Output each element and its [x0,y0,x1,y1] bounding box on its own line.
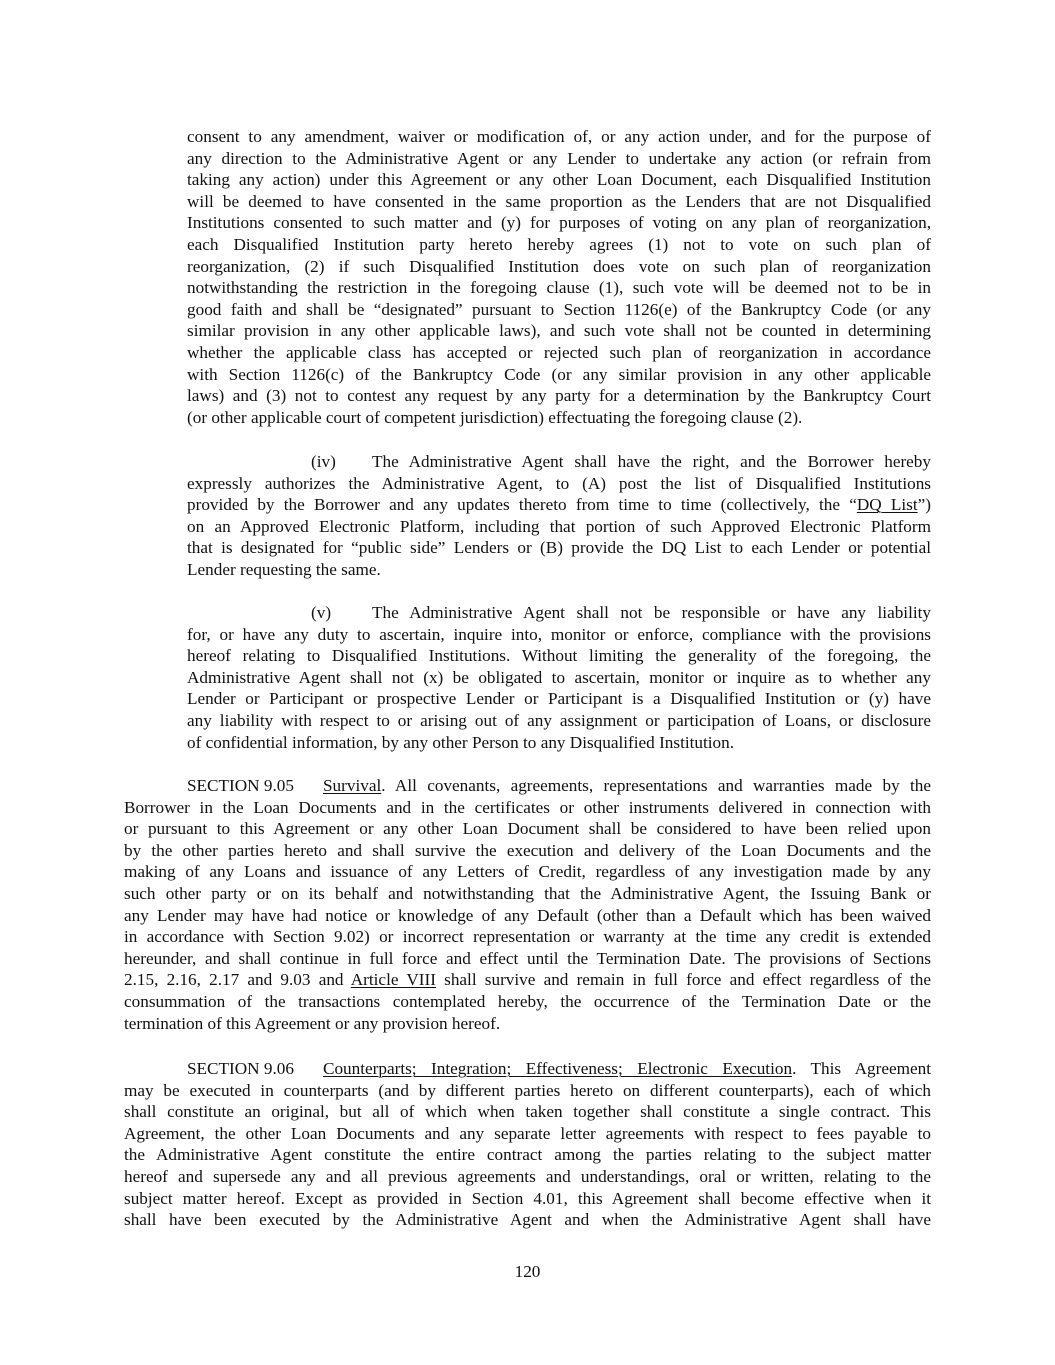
text-line: Lender requesting the same. [187,559,381,579]
text-line: any Lender may have had notice or knowledge of any Default (other than a Default which has been waived [124,905,931,925]
text-line: each Disqualified Institution party hereto hereby agrees (1) not to vote on such plan of [187,234,931,254]
text-fragment: . All covenants, agreements, representations and warranties made by the [381,776,931,795]
text-line: reorganization, (2) if such Disqualified Institution does vote on such plan of reorganization [187,256,931,276]
text-line: consummation of the transactions contemplated hereby, the occurrence of the Termination Date or the [124,991,931,1011]
text-line: Institutions consented to such matter and (y) for purposes of voting on any plan of reorganization, [187,213,931,233]
clause-marker: (v) [311,603,332,622]
clause-v-first-line [187,602,931,624]
section-9-06-first-line [124,1058,931,1080]
text-fragment: provided by the Borrower and any updates thereto from time to time (collectively, the “ [187,495,857,515]
section-heading: Counterparts; Integration; Effectiveness; Electronic Execution [323,1059,793,1078]
text-line: with Section 1126(c) of the Bankruptcy Code (or any similar provision in any other applicable [187,364,931,384]
text-line: The Administrative Agent shall have the right, and the Borrower hereby [372,452,931,471]
text-line: hereunder, and shall continue in full force and effect until the Termination Date. The provisions of Sections [124,948,931,968]
text-line: whether the applicable class has accepted or rejected such plan of reorganization in accordance [187,342,931,362]
section-heading: Survival [323,776,382,795]
text-fragment: ”) [917,495,931,515]
clause-iv [187,451,931,581]
text-line: Borrower in the Loan Documents and in the certificates or other instruments delivered in connection with [124,797,931,817]
paragraph-disqualified-voting [187,126,931,428]
text-line: shall have been executed by the Administrative Agent and when the Administrative Agent shall have [124,1210,931,1230]
text-line: or pursuant to this Agreement or any other Loan Document shall be considered to have been relied upon [124,819,931,839]
text-line: that is designated for “public side” Lenders or (B) provide the DQ List to each Lender or potential [187,538,931,558]
text-line: for, or have any duty to ascertain, inquire into, monitor or enforce, compliance with the provisions [187,624,931,644]
text-line: expressly authorizes the Administrative Agent, to (A) post the list of Disqualified Institutions [187,473,931,493]
text-line: hereof relating to Disqualified Institutions. Without limiting the generality of the foregoing, the [187,646,931,666]
text-line: subject matter hereof. Except as provided in Section 4.01, this Agreement shall become effective when it [124,1188,931,1208]
section-9-05 [124,775,931,1034]
text-line: Agreement, the other Loan Documents and any separate letter agreements with respect to fees payable to [124,1123,931,1143]
text-line [323,775,931,797]
text-line: making of any Loans and issuance of any Letters of Credit, regardless of any investigation made by any [124,862,931,882]
clause-marker: (iv) [311,452,336,471]
section-9-05-first-line [124,775,931,797]
text-line [124,969,931,991]
text-line: such other party or on its behalf and notwithstanding that the Administrative Agent, the Issuing Bank or [124,883,931,903]
text-line: consent to any amendment, waiver or modification of, or any action under, and for the purpose of [187,127,931,146]
text-line: shall constitute an original, but all of which when taken together shall constitute a single contract. This [124,1102,931,1122]
text-line [187,494,931,516]
page-number: 120 [514,1262,541,1281]
section-number: SECTION 9.05 [187,776,294,795]
text-line: Lender or Participant or prospective Lender or Participant is a Disqualified Institution or (y) have [187,689,931,709]
reference-article-viii: Article VIII [350,970,436,990]
text-fragment: 2.15, 2.16, 2.17 and 9.03 and [124,970,351,990]
text-line: hereof and supersede any and all previous agreements and understandings, oral or written, relating to the [124,1166,931,1186]
text-line: on an Approved Electronic Platform, including that portion of such Approved Electronic Platform [187,516,931,536]
section-9-06 [124,1058,931,1231]
text-line: of confidential information, by any other Person to any Disqualified Institution. [187,732,735,752]
text-line: The Administrative Agent shall not be responsible or have any liability [372,603,931,622]
text-line: may be executed in counterparts (and by different parties hereto on different counterparts), each of which [124,1080,931,1100]
text-line: taking any action) under this Agreement or any other Loan Document, each Disqualified Institution [187,170,931,190]
text-line: by the other parties hereto and shall survive the execution and delivery of the Loan Documents and the [124,840,931,860]
text-line [323,1058,931,1080]
text-line: laws) and (3) not to contest any request by any party for a determination by the Bankruptcy Court [187,386,931,406]
text-line: notwithstanding the restriction in the foregoing clause (1), such vote will be deemed not to be in [187,278,931,298]
text-line: in accordance with Section 9.02) or incorrect representation or warranty at the time any credit is extended [124,927,931,947]
text-line: similar provision in any other applicable laws), and such vote shall not be counted in determining [187,321,931,341]
text-line: will be deemed to have consented in the same proportion as the Lenders that are not Disqualified [187,191,931,211]
defined-term-dq-list: DQ List [856,495,918,515]
text-fragment: . This Agreement [792,1059,931,1078]
text-fragment: shall survive and remain in full force and effect regardless of the [435,970,931,990]
text-line: Administrative Agent shall not (x) be obligated to ascertain, monitor or inquire as to whether any [187,667,931,687]
text-line: good faith and shall be “designated” pursuant to Section 1126(e) of the Bankruptcy Code (or any [187,299,931,319]
text-line: termination of this Agreement or any provision hereof. [124,1013,501,1033]
text-line: any direction to the Administrative Agent or any Lender to undertake any action (or refrain from [187,148,931,168]
section-number: SECTION 9.06 [187,1059,294,1078]
text-line: the Administrative Agent constitute the entire contract among the parties relating to the subject matter [124,1145,931,1165]
text-line: any liability with respect to or arising out of any assignment or participation of Loans, or disclosure [187,710,931,730]
text-line: (or other applicable court of competent jurisdiction) effectuating the foregoing clause (2). [187,407,803,427]
clause-iv-first-line [187,451,931,473]
clause-v [187,602,931,753]
